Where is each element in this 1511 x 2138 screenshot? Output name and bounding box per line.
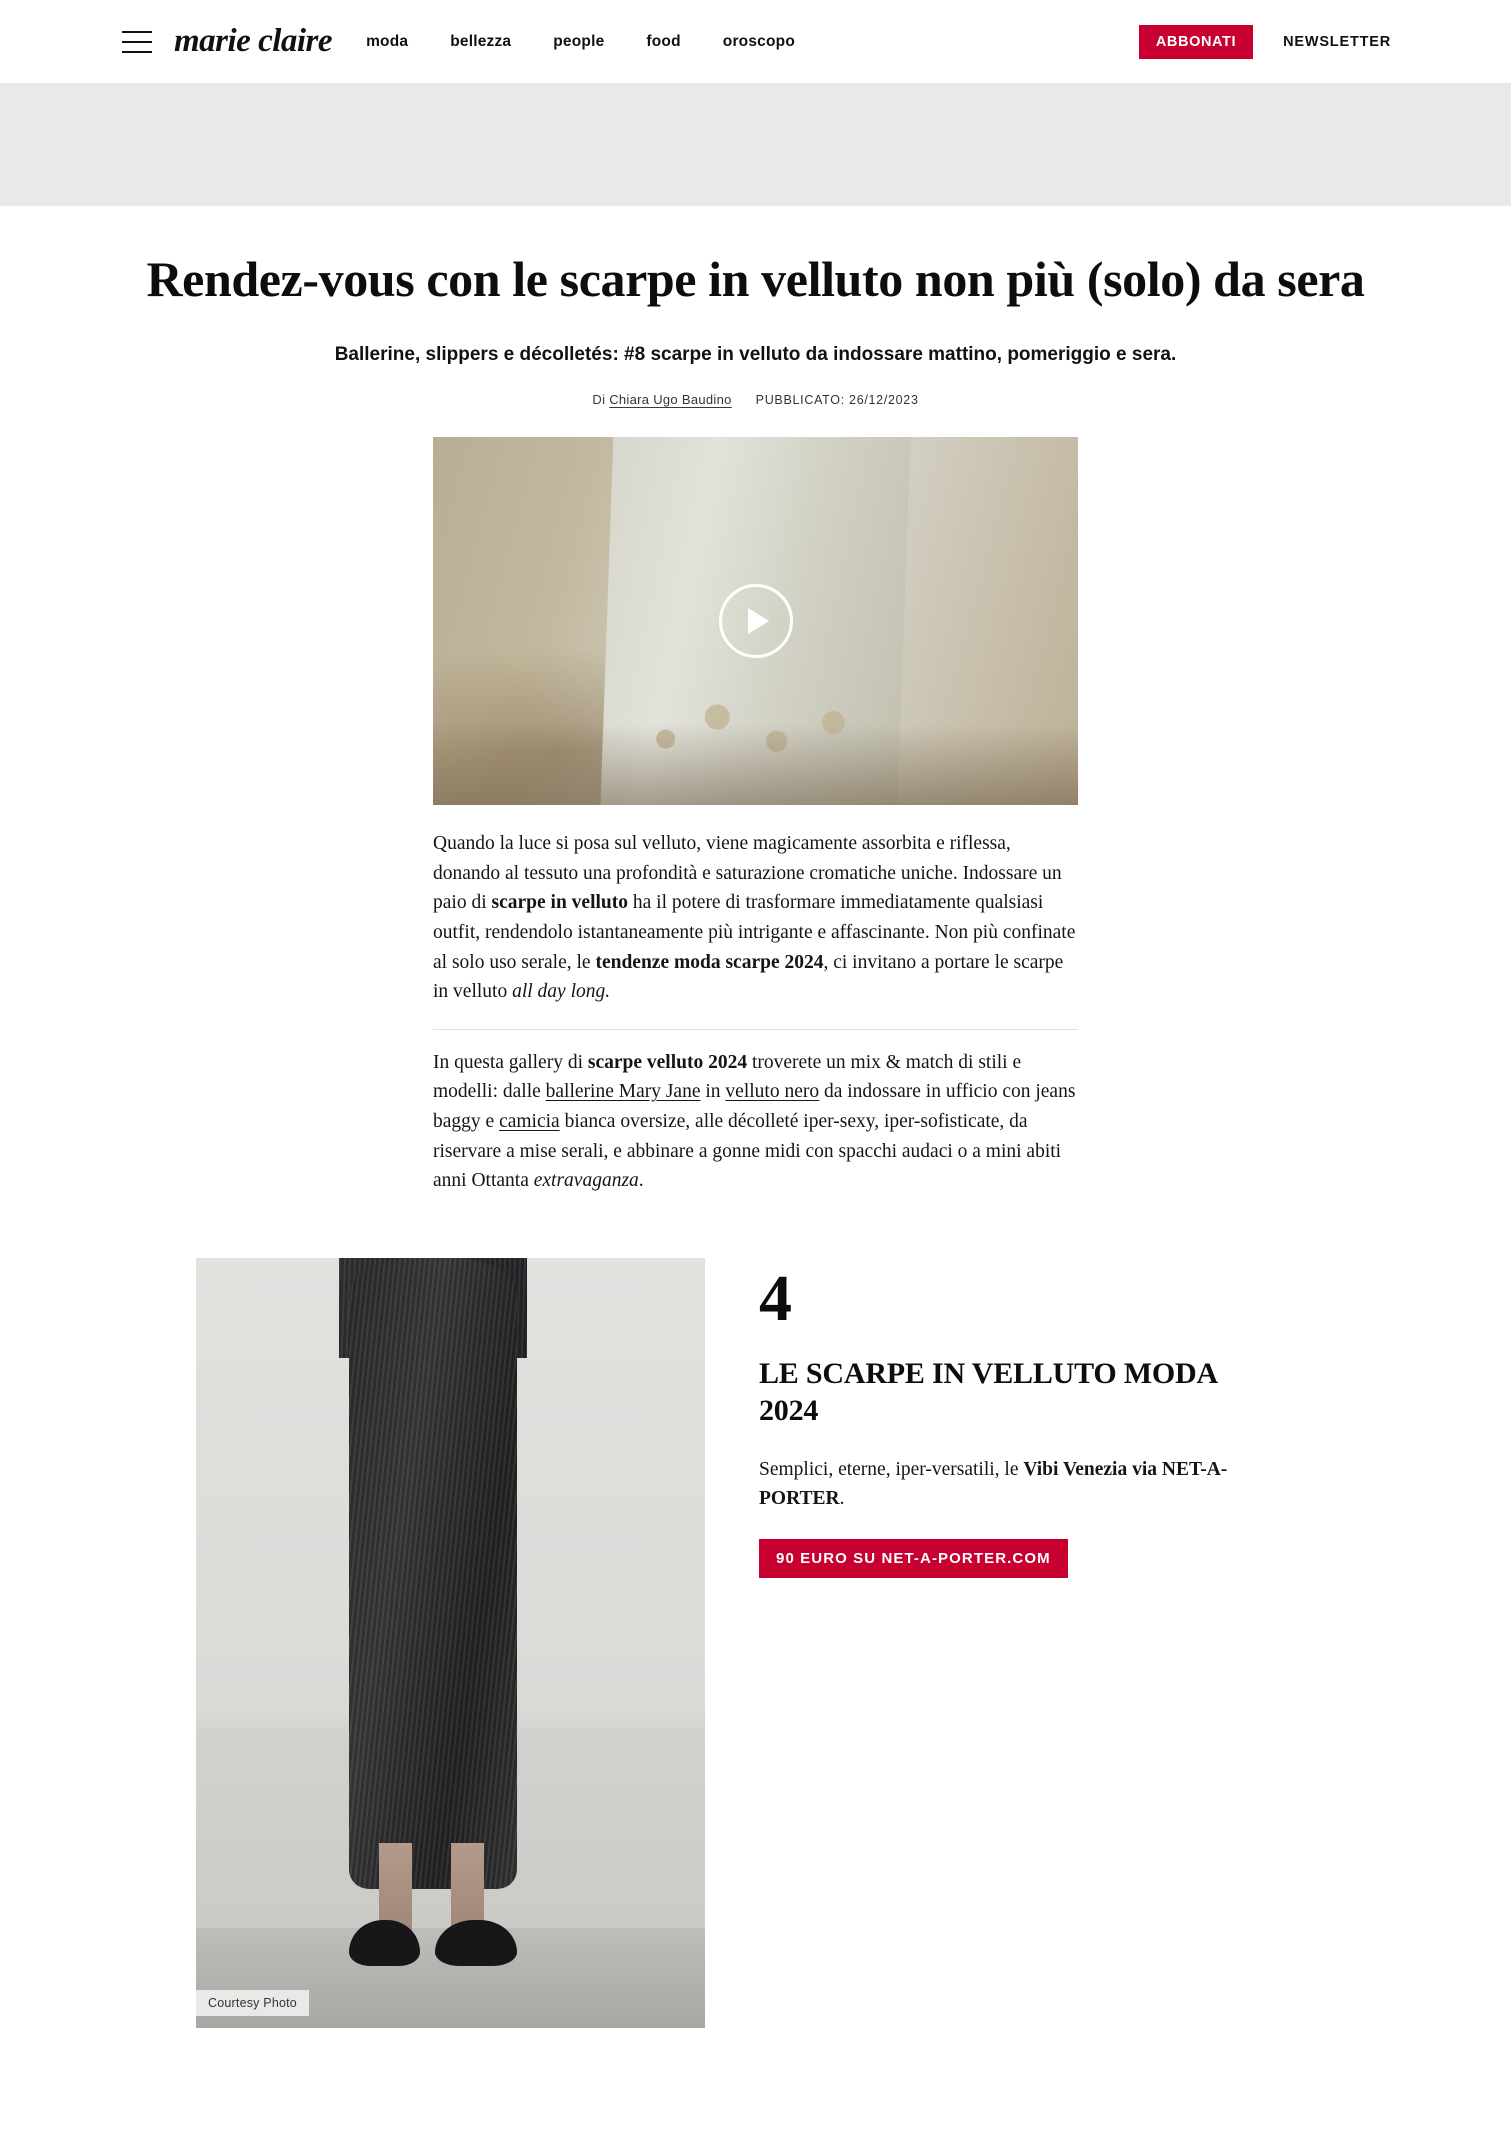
p1-text-b: ha il potere di trasformare immediatamente qualsiasi outfit, rendendolo istantaneamente più intrigante e affascinante. Non più confinate al solo uso serale, le — [433, 892, 1076, 973]
p2-italic-a: extravaganza — [533, 1170, 639, 1192]
nav-item-food[interactable]: food — [646, 32, 681, 50]
newsletter-link[interactable]: NEWSLETTER — [1283, 33, 1391, 50]
hamburger-bar — [122, 31, 152, 33]
product-info — [759, 1258, 1279, 1579]
p2-text-b: troverete un mix & match di stili e modelli: dalle — [433, 1051, 1022, 1103]
buy-now-button[interactable]: 90 EURO SU NET-A-PORTER.COM — [759, 1539, 1068, 1578]
nav-item-oroscopo[interactable]: oroscopo — [722, 32, 795, 50]
nav-item-bellezza[interactable]: bellezza — [450, 32, 512, 50]
author-link[interactable]: Chiara Ugo Baudino — [609, 392, 732, 407]
p1-bold-a: scarpe in velluto — [491, 892, 628, 914]
link-camicia[interactable]: camicia — [499, 1111, 560, 1132]
byline-prefix: Di — [592, 392, 606, 407]
byline-author — [592, 392, 731, 407]
nav-item-moda[interactable]: moda — [366, 32, 409, 50]
product-image — [196, 1258, 705, 2028]
p1-italic-a: all day long. — [512, 981, 611, 1003]
article — [0, 250, 1511, 2068]
article-dek: Ballerine, slippers e décolletés: #8 scarpe in velluto da indossare mattino, pomeriggio e sera. — [334, 344, 1177, 365]
play-icon[interactable] — [719, 584, 793, 658]
p1-text-c: , ci invitano a portare le scarpe in velluto — [433, 951, 1064, 1003]
hamburger-bar — [122, 51, 152, 53]
article-body — [433, 829, 1078, 1007]
p2-text-a: In questa gallery di — [433, 1051, 588, 1073]
publish-date: PUBBLICATO: 26/12/2023 — [755, 392, 919, 407]
link-ballerine-mary-jane[interactable]: ballerine Mary Jane — [545, 1081, 701, 1103]
product-desc-text-a: Semplici, eterne, iper-versatili, le — [759, 1458, 1024, 1480]
product-image-skirt — [349, 1258, 517, 1889]
p2-bold-a: scarpe velluto 2024 — [587, 1051, 748, 1073]
product-heading: LE SCARPE IN VELLUTO MODA 2024 — [759, 1356, 1217, 1427]
video-thumbnail-shadow — [433, 724, 1078, 805]
product-slide — [196, 1258, 1511, 2028]
subscribe-button[interactable]: ABBONATI — [1139, 25, 1253, 59]
link-velluto-nero[interactable]: velluto nero — [725, 1081, 820, 1103]
hamburger-bar — [122, 41, 152, 43]
article-body-2 — [433, 1048, 1078, 1196]
product-desc-text-b: . — [839, 1488, 845, 1510]
p2-text-e: bianca oversize, alle décolleté iper-sexy, iper-sofisticate, da riservare a mise serali, e abbinare a gonne midi con spacchi audaci o a mini abiti anni Ottanta — [433, 1111, 1062, 1192]
product-desc-bold: Vibi Venezia via NET-A-PORTER — [759, 1458, 1228, 1510]
body-divider — [433, 1029, 1078, 1030]
advertisement-slot — [0, 84, 1511, 206]
hamburger-icon[interactable] — [122, 31, 152, 53]
image-credit: Courtesy Photo — [196, 1990, 309, 2016]
play-triangle — [748, 608, 769, 634]
p2-text-d: da indossare in ufficio con jeans baggy e — [433, 1081, 1076, 1132]
product-number: 4 — [759, 1261, 792, 1335]
header-actions — [1139, 25, 1391, 59]
paragraph-1 — [433, 829, 1078, 1007]
p2-text-f: . — [638, 1170, 644, 1192]
page-title: Rendez-vous con le scarpe in velluto non più (solo) da sera — [146, 251, 1365, 307]
product-description — [759, 1455, 1279, 1514]
site-logo[interactable]: marie claire — [174, 23, 333, 59]
byline — [0, 392, 1511, 407]
paragraph-2 — [433, 1048, 1078, 1196]
site-header — [0, 0, 1511, 84]
p2-text-c: in — [700, 1081, 726, 1103]
main-nav — [366, 33, 795, 51]
nav-item-people[interactable]: people — [553, 32, 605, 50]
video-player[interactable] — [433, 437, 1078, 805]
p1-text-a: Quando la luce si posa sul velluto, viene magicamente assorbita e riflessa, donando al tessuto una profondità e saturazione cromatiche uniche. Indossare un paio di — [433, 833, 1062, 914]
p1-bold-b: tendenze moda scarpe 2024 — [595, 951, 824, 973]
